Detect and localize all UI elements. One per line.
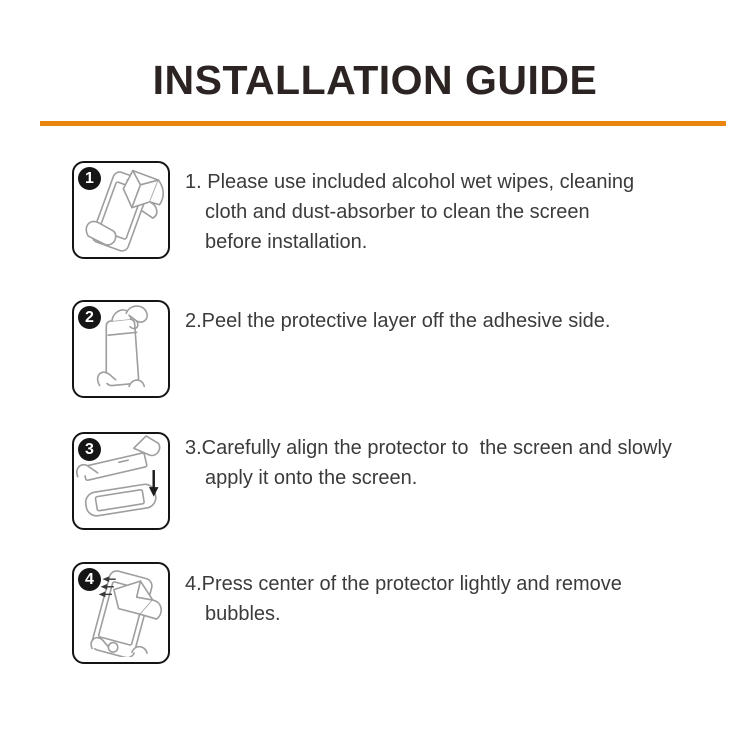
step-2-line-1: 2.Peel the protective layer off the adhesive side. bbox=[185, 310, 611, 332]
step-4-line-1: 4.Press center of the protector lightly and remove bbox=[185, 573, 622, 595]
step-1-illustration-box bbox=[72, 161, 170, 259]
step-3-text bbox=[185, 433, 672, 493]
step-1-line-1: 1. Please use included alcohol wet wipes, cleaning bbox=[185, 171, 635, 193]
step-3-line-2: apply it onto the screen. bbox=[205, 467, 418, 489]
step-2-illustration-box bbox=[72, 300, 170, 398]
orange-divider bbox=[40, 121, 726, 126]
step-4-line-2: bubbles. bbox=[205, 603, 281, 625]
step-2-text bbox=[185, 306, 610, 336]
step-1-line-3: before installation. bbox=[205, 231, 368, 253]
step-number-badge: 3 bbox=[78, 438, 101, 461]
step-1-text bbox=[185, 167, 634, 257]
step-number-badge: 1 bbox=[78, 167, 101, 190]
step-4-illustration-box bbox=[72, 562, 170, 664]
step-1-line-2: cloth and dust-absorber to clean the screen bbox=[205, 201, 590, 223]
step-4-text bbox=[185, 569, 622, 629]
step-number-badge: 4 bbox=[78, 568, 101, 591]
page-title: INSTALLATION GUIDE bbox=[152, 57, 598, 103]
step-number-badge: 2 bbox=[78, 306, 101, 329]
step-3-line-1: 3.Carefully align the protector to the screen and slowly bbox=[185, 437, 672, 459]
step-3-illustration-box bbox=[72, 432, 170, 530]
